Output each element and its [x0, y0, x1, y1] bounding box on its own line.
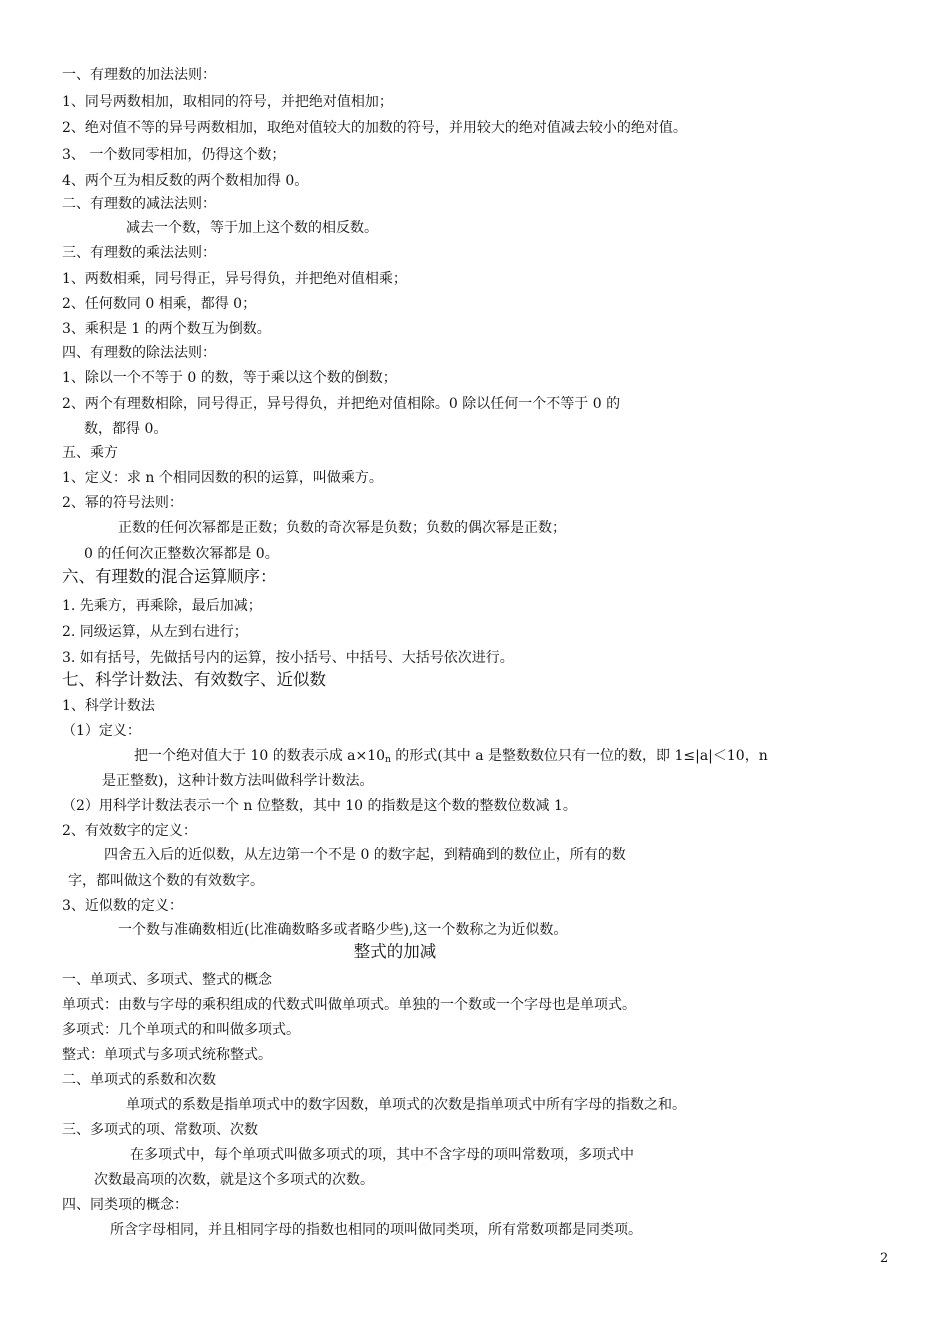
- mixed-operation-1: 1. 先乘方，再乘除，最后加减；: [62, 598, 262, 614]
- subtraction-rule: 减去一个数，等于加上这个数的相反数。: [126, 220, 378, 236]
- power-zero-rule: 0 的任何次正整数次幂都是 0。: [84, 546, 279, 562]
- monomial-coefficient-degree: 单项式的系数是指单项式中的数字因数，单项式的次数是指单项式中所有字母的指数之和。: [126, 1097, 686, 1113]
- scientific-notation-definition-cont: 是正整数)，这种计数方法叫做科学计数法。: [102, 773, 374, 789]
- heading-power: 五、乘方: [62, 445, 118, 461]
- integral-expression-definition: 整式：单项式与多项式统称整式。: [62, 1047, 272, 1063]
- polynomial-terms-definition-cont: 次数最高项的次数，就是这个多项式的次数。: [94, 1172, 374, 1188]
- heading-addition-rules: 一、有理数的加法法则：: [62, 67, 216, 83]
- heading-scientific-notation: 七、科学计数法、有效数字、近似数: [62, 670, 326, 689]
- division-rule-2-cont: 数，都得 0。: [84, 421, 168, 437]
- heading-subtraction-rules: 二、有理数的减法法则：: [62, 196, 216, 212]
- significant-figures-definition-cont: 字，都叫做这个数的有效数字。: [68, 873, 264, 889]
- multiplication-rule-1: 1、两数相乘，同号得正，异号得负，并把绝对值相乘；: [62, 271, 407, 287]
- power-definition: 1、定义：求 n 个相同因数的积的运算，叫做乘方。: [62, 470, 383, 486]
- polynomial-terms-definition: 在多项式中，每个单项式叫做多项式的项，其中不含字母的项叫常数项，多项式中: [130, 1147, 634, 1163]
- scientific-notation-definition: [134, 747, 768, 765]
- heading-polynomial-terms: 三、多项式的项、常数项、次数: [62, 1122, 258, 1138]
- multiplication-rule-2: 2、任何数同 0 相乘，都得 0；: [62, 296, 257, 312]
- division-rule-2: 2、两个有理数相除，同号得正，异号得负，并把绝对值相除。0 除以任何一个不等于 0 的: [62, 396, 621, 412]
- heading-mixed-operations: 六、有理数的混合运算顺序：: [62, 567, 277, 586]
- power-sign-rule: 正数的任何次幂都是正数；负数的奇次幂是负数；负数的偶次幂是正数；: [118, 520, 566, 536]
- approximate-number-definition: 一个数与准确数相近(比准确数略多或者略少些),这一个数称之为近似数。: [118, 922, 568, 938]
- sci-def-exponent: n: [385, 755, 391, 765]
- heading-multiplication-rules: 三、有理数的乘法法则：: [62, 245, 216, 261]
- section-title-polynomials: 整式的加减: [353, 942, 437, 961]
- approximate-number-heading: 3、近似数的定义：: [62, 898, 183, 914]
- mixed-operation-2: 2. 同级运算，从左到右进行；: [62, 624, 248, 640]
- heading-division-rules: 四、有理数的除法法则：: [62, 345, 216, 361]
- addition-rule-4: 4、两个互为相反数的两个数相加得 0。: [62, 173, 309, 189]
- multiplication-rule-3: 3、乘积是 1 的两个数互为倒数。: [62, 321, 271, 337]
- scientific-notation-exponent-rule: （2）用科学计数法表示一个 n 位整数，其中 10 的指数是这个数的整数位数减 1。: [62, 798, 577, 814]
- heading-like-terms: 四、同类项的概念：: [62, 1197, 188, 1213]
- heading-monomial-coefficient-degree: 二、单项式的系数和次数: [62, 1072, 216, 1088]
- addition-rule-3: 3、 一个数同零相加，仍得这个数；: [62, 147, 286, 163]
- polynomial-definition: 多项式：几个单项式的和叫做多项式。: [62, 1022, 300, 1038]
- sci-def-after: 的形式(其中 a 是整数数位只有一位的数，即 1≤|a|＜10，n: [390, 748, 768, 764]
- significant-figures-definition: 四舍五入后的近似数，从左边第一个不是 0 的数字起，到精确到的数位止，所有的数: [104, 847, 626, 863]
- mixed-operation-3: 3. 如有括号，先做括号内的运算，按小括号、中括号、大括号依次进行。: [62, 650, 514, 666]
- power-sign-rule-heading: 2、幂的符号法则：: [62, 495, 183, 511]
- heading-polynomial-concepts: 一、单项式、多项式、整式的概念: [62, 972, 272, 988]
- like-terms-definition: 所含字母相同，并且相同字母的指数也相同的项叫做同类项，所有常数项都是同类项。: [110, 1222, 642, 1238]
- monomial-definition: 单项式：由数与字母的乘积组成的代数式叫做单项式。单独的一个数或一个字母也是单项式。: [62, 997, 636, 1013]
- division-rule-1: 1、除以一个不等于 0 的数，等于乘以这个数的倒数；: [62, 370, 397, 386]
- scientific-notation-definition-label: （1）定义：: [62, 723, 141, 739]
- sci-def-before: 把一个绝对值大于 10 的数表示成 a×10: [134, 748, 386, 764]
- page-number: 2: [880, 1251, 889, 1266]
- scientific-notation-heading: 1、科学计数法: [62, 698, 155, 714]
- addition-rule-2: 2、绝对值不等的异号两数相加，取绝对值较大的加数的符号，并用较大的绝对值减去较小的绝对值。: [62, 120, 687, 136]
- addition-rule-1: 1、同号两数相加，取相同的符号，并把绝对值相加；: [62, 94, 393, 110]
- significant-figures-heading: 2、有效数字的定义：: [62, 823, 197, 839]
